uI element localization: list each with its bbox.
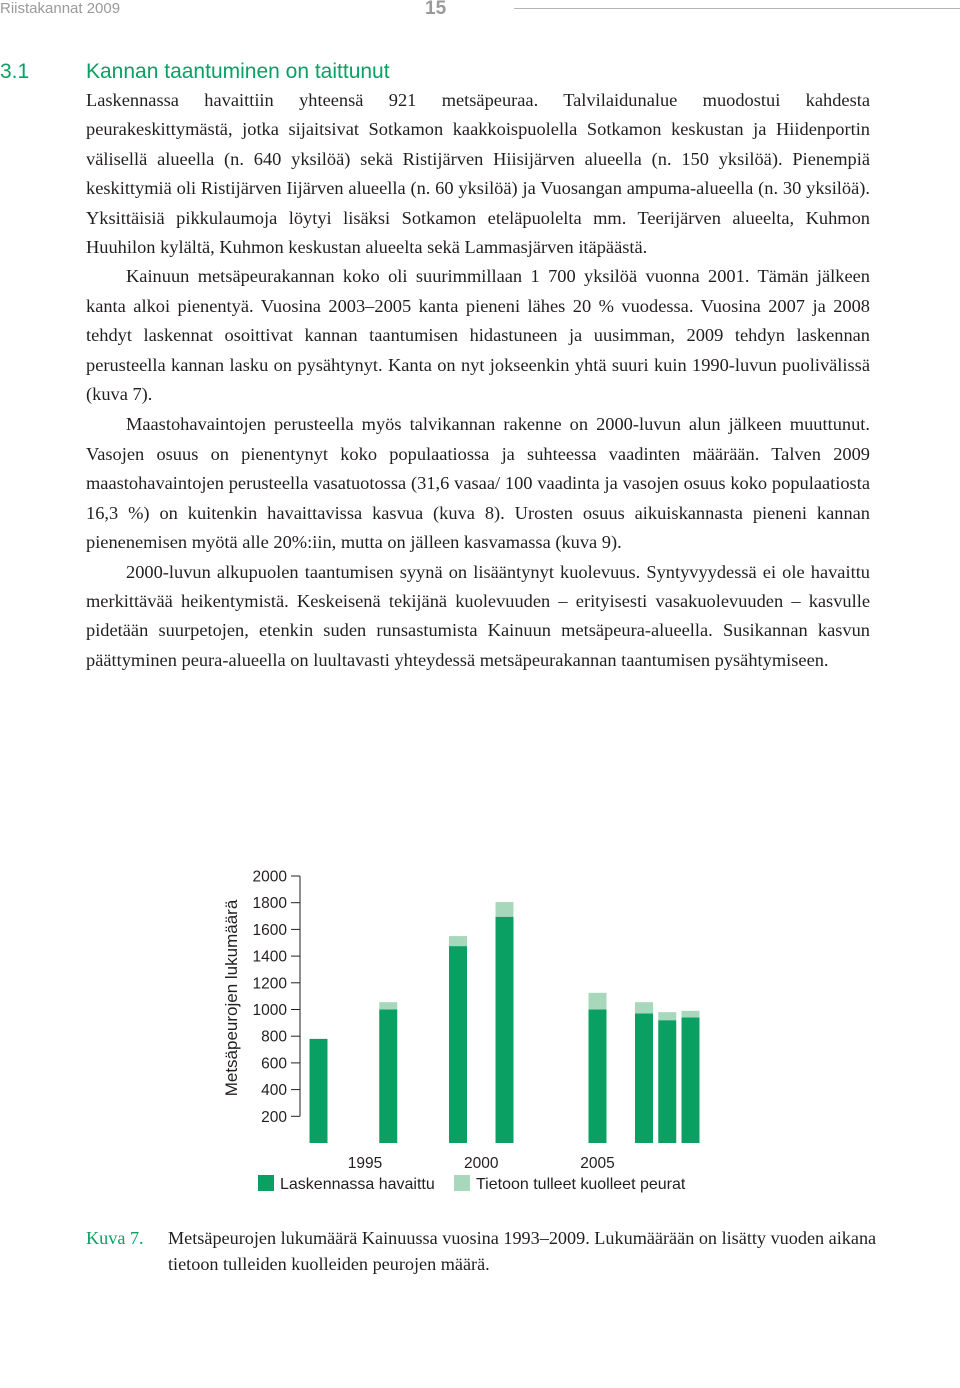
y-tick-label: 1400 — [252, 948, 287, 966]
y-tick-label: 200 — [261, 1108, 287, 1126]
bar-segment — [589, 1010, 607, 1144]
legend-swatch — [258, 1175, 274, 1191]
section-number: 3.1 — [0, 60, 30, 83]
page-number: 15 — [425, 0, 447, 19]
bar-segment — [496, 917, 514, 1143]
x-tick-label: 2005 — [580, 1155, 615, 1172]
paragraph: 2000-luvun alkupuolen taantumisen syynä on lisääntynyt kuolevuus. Syntyvyydessä ei ole havaittu merkittävää heikentymistä. Keskeisenä tekijänä kuolevuuden – erityisesti vasakuolevuuden – kasvulle pidetään suurpetojen, etenkin suden runsastumista Kainuun metsäpeura-alueella. Susikannan kasvun päättyminen peura-alueella on luultavasti yhteydessä metsäpeurakannan taantumisen pysähtymiseen. — [86, 561, 870, 670]
bar-segment — [658, 1020, 676, 1143]
caption-text: Metsäpeurojen lukumäärä Kainuussa vuosina 1993–2009. Lukumäärään on lisätty vuoden aikana tietoon tulleiden kuolleiden peurojen määrä. — [168, 1228, 877, 1274]
y-tick-label: 1000 — [252, 1002, 287, 1019]
header-rule — [514, 8, 960, 9]
population-chart — [200, 855, 740, 1200]
plot-area — [253, 869, 700, 1173]
y-tick-label: 1600 — [252, 921, 287, 939]
bar-segment — [682, 1011, 700, 1018]
bar-segment — [635, 1002, 653, 1013]
y-tick-label: 1200 — [252, 975, 287, 993]
section-heading — [0, 60, 390, 84]
section-title: Kannan taantuminen on taittunut — [86, 60, 390, 83]
bar-segment — [589, 993, 607, 1010]
bar-segment — [379, 1002, 397, 1009]
bar-segment — [310, 1039, 328, 1143]
y-tick-label: 400 — [261, 1082, 287, 1100]
bar-segment — [379, 1010, 397, 1144]
y-axis-label: Metsäpeurojen lukumäärä — [222, 899, 241, 1097]
legend-label: Tietoon tulleet kuolleet peurat — [476, 1176, 686, 1193]
paragraph: Kainuun metsäpeurakannan koko oli suurimmillaan 1 700 yksilöä vuonna 2001. Tämän jälkeen kanta alkoi pienentyä. Vuosina 2003–2005 kanta pieneni lähes 20 % vuodessa. Vuosina 2007 ja 2008 tehdyt laskennat osoittivat kannan taantumisen hidastuneen ja uusimman, 2009 tehdyn laskennan perusteella kannan lasku on pysähtynyt. Kanta on nyt jokseenkin yhtä suuri kuin 1990-luvun puolivälissä (kuva 7). — [86, 266, 870, 405]
bar-segment — [449, 946, 467, 1143]
bar-segment — [496, 902, 514, 917]
bar-segment — [658, 1012, 676, 1020]
caption-label: Kuva 7. — [86, 1228, 144, 1248]
chart-legend — [258, 1175, 686, 1193]
bar-segment — [449, 936, 467, 946]
body-text — [86, 86, 870, 675]
paragraph: Laskennassa havaittiin yhteensä 921 metsäpeuraa. Talvilaidunalue muodostui kahdesta peurakeskittymästä, jotka sijaitsivat Sotkamon kaakkoispuolella Sotkamon keskustan ja Hiidenportin välisellä alueella (n. 640 yksilöä) sekä Ristijärven Hiisijärven alueella (n. 150 yksilöä). Pienempiä keskittymiä oli Ristijärven Iijärven alueella (n. 60 yksilöä) ja Vuosangan ampuma-alueella (n. 30 yksilöä). Yksittäisiä pikkulaumoja löytyi lisäksi Sotkamon eteläpuolelta mm. Teerijärven alueelta, Kuhmon Huuhilon kylältä, Kuhmon keskustan alueelta sekä Lammasjärven itäpäästä. — [86, 90, 870, 258]
x-tick-label: 1995 — [347, 1155, 383, 1172]
paragraph: Maastohavaintojen perusteella myös talvikannan rakenne on 2000-luvun alun jälkeen muuttunut. Vasojen osuus on pienentynyt koko populaatiossa ja suhteessa vaadinten määrään. Talven 2009 maastohavaintojen perusteella vasatuotossa (31,6 vasaa/ 100 vaadinta ja vasojen osuus koko populaatiosta 16,3 %) on kuitenkin havaittavissa kasvua (kuva 8). Urosten osuus aikuiskannasta pieneni kannan pienenemisen myötä alle 20%:iin, mutta on jälleen kasvamassa (kuva 9). — [86, 414, 870, 553]
y-tick-label: 2000 — [252, 868, 287, 886]
bar-segment — [682, 1018, 700, 1143]
x-tick-label: 2000 — [464, 1155, 499, 1172]
bar-segment — [635, 1014, 653, 1143]
y-tick-label: 800 — [261, 1028, 287, 1046]
legend-swatch — [454, 1175, 470, 1191]
legend-label: Laskennassa havaittu — [280, 1176, 435, 1193]
y-tick-label: 600 — [261, 1055, 287, 1073]
publication-title: Riistakannat 2009 — [0, 0, 121, 17]
y-tick-label: 1800 — [252, 895, 287, 913]
